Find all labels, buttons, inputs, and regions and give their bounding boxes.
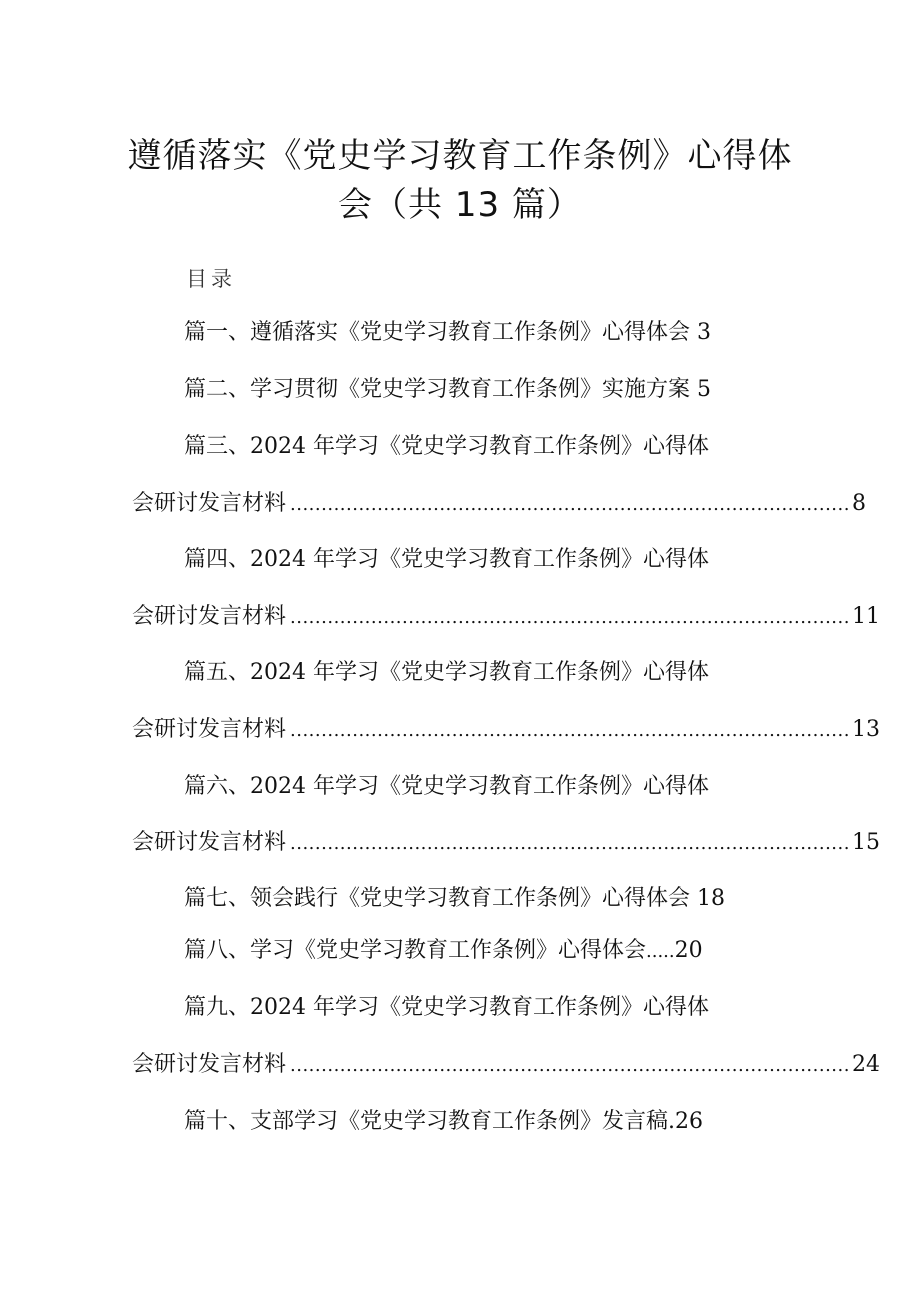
toc-entry-page: 8: [851, 491, 866, 516]
toc-entry-title: 篇十、支部学习《党史学习教育工作条例》发言稿: [184, 1109, 669, 1134]
toc-heading: 目录: [186, 267, 236, 291]
toc-leader-dots: .: [668, 1109, 676, 1134]
toc-entry-title-continued: 会研讨发言材料: [132, 491, 287, 516]
toc-entry-page: 5: [697, 377, 712, 402]
toc-entry-3-continued[interactable]: [132, 489, 866, 520]
toc-entry-page: 11: [851, 604, 880, 629]
toc-entry-page: 20: [674, 938, 703, 963]
toc-leader-dots: ..........................................................................................: [290, 720, 850, 741]
toc-entry-title: 篇三、2024 年学习《党史学习教育工作条例》心得体: [184, 434, 709, 459]
toc-entry-page: 3: [697, 320, 712, 345]
toc-entry-title-continued: 会研讨发言材料: [132, 604, 287, 629]
toc-leader-dots: ..........................................................................................: [290, 607, 850, 628]
toc-entry-4[interactable]: [184, 545, 709, 575]
toc-entry-page: 26: [675, 1109, 704, 1134]
toc-entry-4-continued[interactable]: [132, 602, 880, 633]
toc-entry-6[interactable]: [184, 772, 709, 802]
toc-entry-page: 13: [851, 717, 880, 742]
toc-entry-8[interactable]: [184, 936, 703, 967]
toc-leader-dots: ..........................................................................................: [290, 494, 850, 515]
toc-leader-dots: ..........................................................................................: [290, 1055, 850, 1076]
toc-entry-title: 篇七、领会践行《党史学习教育工作条例》心得体会: [184, 886, 691, 911]
toc-entry-10[interactable]: [184, 1107, 703, 1137]
toc-leader-dots: .....: [646, 941, 675, 962]
toc-entry-1[interactable]: [184, 318, 711, 348]
toc-entry-9[interactable]: [184, 993, 709, 1023]
toc-entry-title: 篇五、2024 年学习《党史学习教育工作条例》心得体: [184, 660, 709, 685]
toc-entry-5-continued[interactable]: [132, 715, 880, 746]
toc-entry-title-continued: 会研讨发言材料: [132, 1052, 287, 1077]
toc-entry-page: 24: [851, 1052, 880, 1077]
toc-entry-6-continued[interactable]: [132, 828, 880, 859]
toc-entry-9-continued[interactable]: [132, 1050, 880, 1081]
document-title-continued: 会（共 13 篇）: [338, 185, 582, 225]
toc-entry-page: 15: [851, 830, 880, 855]
toc-leader-dots: ..........................................................................................: [290, 833, 850, 854]
toc-entry-page: 18: [697, 886, 726, 911]
toc-entry-title: 篇一、遵循落实《党史学习教育工作条例》心得体会: [184, 320, 691, 345]
toc-entry-5[interactable]: [184, 658, 709, 688]
toc-entry-title: 篇八、学习《党史学习教育工作条例》心得体会: [184, 938, 647, 963]
toc-entry-3[interactable]: [184, 432, 709, 462]
document-title: 遵循落实《党史学习教育工作条例》心得体: [127, 136, 793, 176]
toc-entry-title: 篇六、2024 年学习《党史学习教育工作条例》心得体: [184, 774, 709, 799]
toc-entry-2[interactable]: [184, 375, 711, 405]
toc-entry-title-continued: 会研讨发言材料: [132, 830, 287, 855]
toc-entry-title: 篇四、2024 年学习《党史学习教育工作条例》心得体: [184, 547, 709, 572]
toc-entry-title: 篇九、2024 年学习《党史学习教育工作条例》心得体: [184, 995, 709, 1020]
toc-entry-7[interactable]: [184, 884, 725, 914]
toc-entry-title: 篇二、学习贯彻《党史学习教育工作条例》实施方案: [184, 377, 691, 402]
toc-entry-title-continued: 会研讨发言材料: [132, 717, 287, 742]
